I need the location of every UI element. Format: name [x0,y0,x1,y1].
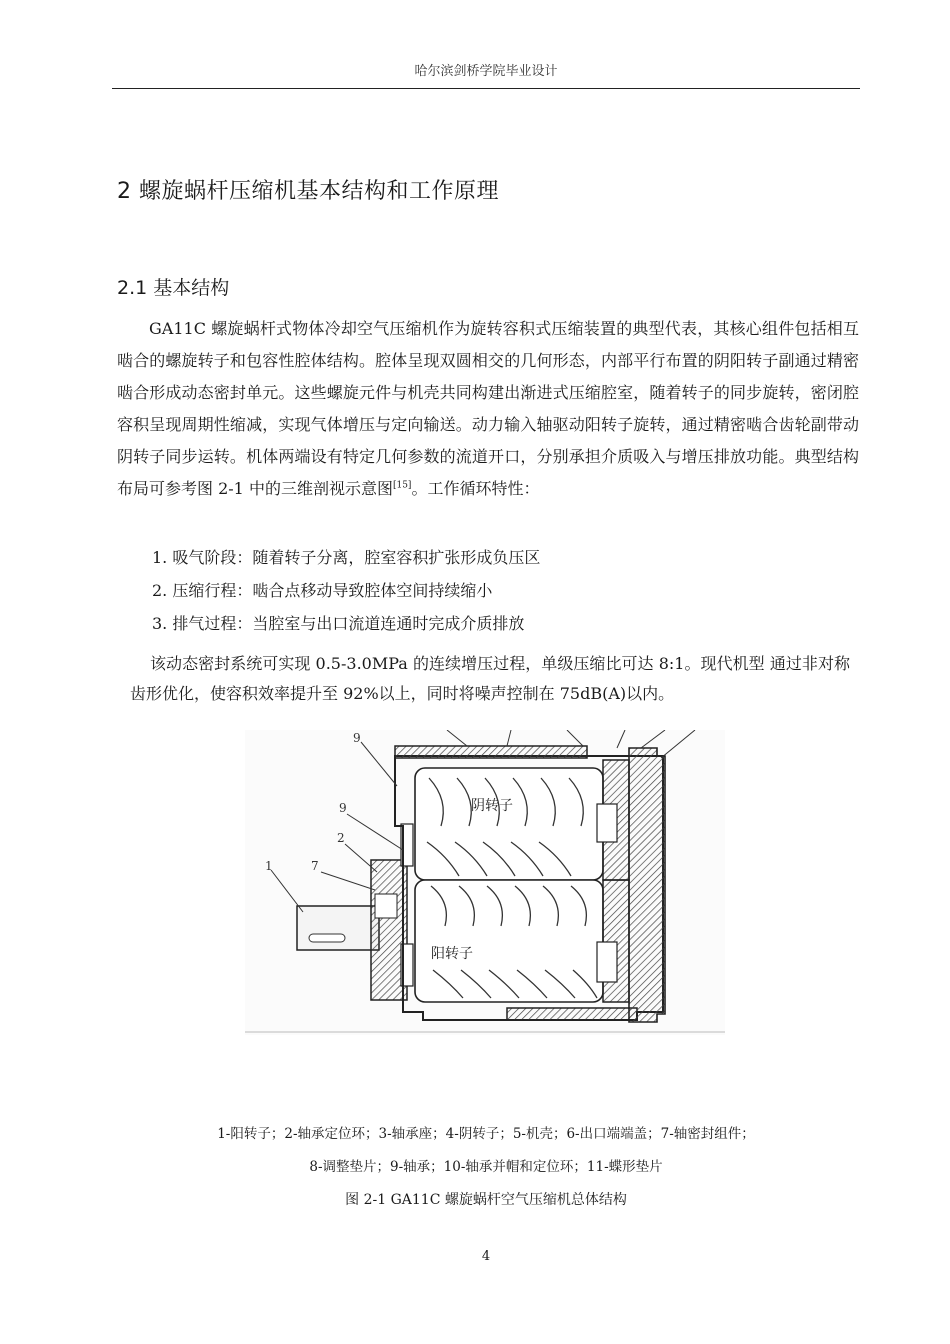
input-shaft [297,906,379,950]
male-rotor-label: 阳转子 [431,946,473,962]
page-number: 4 [481,1249,491,1264]
bearing-upper-right [597,804,617,842]
casing-bottom-wall [507,1008,637,1020]
list-item-intake: 1. 吸气阶段：随着转子分离，腔室容积扩张形成负压区 [152,548,541,567]
callout-label: 7 [311,859,319,873]
paragraph-structure-tail: 。工作循环特性： [411,479,540,498]
bearing-lower-right [597,942,617,982]
compressor-cross-section-drawing [245,730,725,1035]
casing-top-wall [395,746,587,758]
paragraph-performance: 该动态密封系统可实现 0.5-3.0MPa 的连续增压过程，单级压缩比可达 8:1。现代机型 通过非对称齿形优化，使容积效率提升至 92%以上，同时将噪声控制在 75dB(A)以内。 [130,654,850,703]
callout-label: 1 [265,859,273,873]
figure-title: 图 2-1 GA11C 螺旋蜗杆空气压缩机总体结构 [345,1192,627,1208]
page-header: 哈尔滨剑桥学院毕业设计 [414,64,558,79]
callout-label: 9 [339,801,347,815]
chapter-title: 2 螺旋蜗杆压缩机基本结构和工作原理 [117,179,499,204]
shaft-keyway [309,934,345,942]
list-item-compression: 2. 压缩行程：啮合点移动导致腔体空间持续缩小 [152,581,493,600]
bearing-housing-right-lower [603,880,629,1002]
callout-label: 2 [337,831,345,845]
citation-marker[interactable]: [15] [392,480,412,491]
compressor-structure-figure [245,730,725,1035]
seal-block [375,894,397,918]
list-item-discharge: 3. 排气过程：当腔室与出口流道连通时完成介质排放 [152,614,525,633]
header-rule [112,88,860,89]
male-rotor [415,880,603,1002]
figure-caption-legend-line2: 8-调整垫片；9-轴承；10-轴承并帽和定位环；11-蝶形垫片 [309,1159,663,1175]
paragraph-structure [117,313,859,505]
section-title: 2.1 基本结构 [117,277,230,299]
figure-caption-legend-line1: 1-阳转子；2-轴承定位环；3-轴承座；4-阴转子；5-机壳；6-出口端端盖；7-轴密封组件； [217,1126,755,1142]
callout-label: 9 [353,731,361,745]
female-rotor-label: 阴转子 [471,798,513,814]
outlet-end-cover [629,748,665,1022]
paragraph-structure-text: GA11C 螺旋蜗杆式物体冷却空气压缩机作为旋转容积式压缩装置的典型代表，其核心组件包括相互啮合的螺旋转子和包容性腔体结构。腔体呈现双圆相交的几何形态，内部平行布置的阴阳转子副通过精密啮合形成动态密封单元。这些螺旋元件与机壳共同构建出渐进式压缩腔室，随着转子的同步旋转，密闭腔容积呈现周期性缩减，实现气体增压与定向输送。动力输入轴驱动阳转子旋转，通过精密啮合齿轮副带动阴转子同步运转。机体两端设有特定几何参数的流道开口，分别承担介质吸入与增压排放功能。典型结构布局可参考图 2-1 中的三维剖视示意图 [117,319,859,498]
cycle-steps-list [152,541,852,640]
